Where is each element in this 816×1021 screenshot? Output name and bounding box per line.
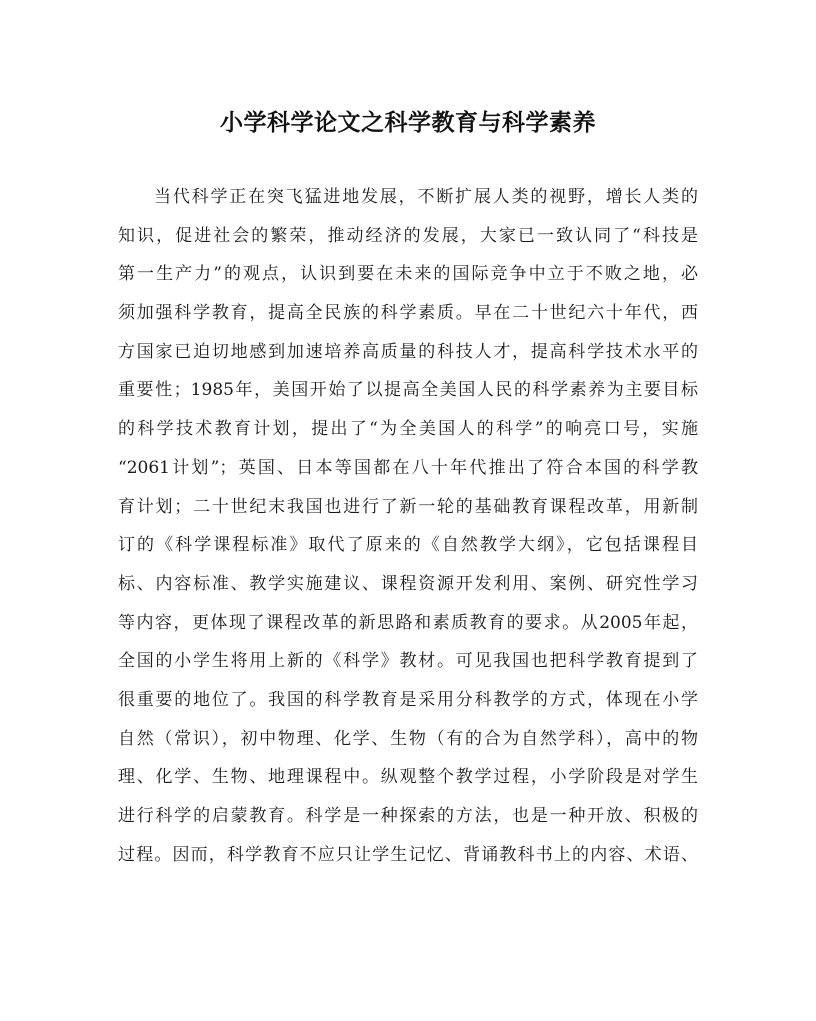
text-line: 订的《科学课程标准》取代了原来的《自然教学大纲》，它包括课程目 xyxy=(118,535,698,556)
text-line: 须加强科学教育，提高全民族的科学素质。早在二十世纪六十年代，西 xyxy=(118,303,698,324)
text-line: 方国家已迫切地感到加速培养高质量的科技人才，提高科学技术水平的 xyxy=(118,341,698,362)
document-title: 小学科学论文之科学教育与科学素养 xyxy=(220,109,596,136)
text-line: 的科学技术教育计划，提出了“为全美国人的科学”的响亮口号，实施 xyxy=(118,419,698,440)
text-line: 进行科学的启蒙教育。科学是一种探索的方法，也是一种开放、积极的 xyxy=(118,806,698,826)
text-line: 重要性；1985年，美国开始了以提高全美国人民的科学素养为主要目标 xyxy=(118,380,698,401)
text-line: 育计划；二十世纪末我国也进行了新一轮的基础教育课程改革，用新制 xyxy=(118,496,698,517)
text-line: 自然（常识），初中物理、化学、生物（有的合为自然学科），高中的物 xyxy=(118,728,698,749)
text-line: 第一生产力”的观点，认识到要在未来的国际竞争中立于不败之地，必 xyxy=(118,264,698,285)
text-line: 理、化学、生物、地理课程中。纵观整个教学过程，小学阶段是对学生 xyxy=(118,767,698,788)
text-line: 当代科学正在突飞猛进地发展，不断扩展人类的视野，增长人类的 xyxy=(154,187,698,207)
text-line: 过程。因而，科学教育不应只让学生记忆、背诵教科书上的内容、术语、 xyxy=(118,844,698,865)
text-line: 知识，促进社会的繁荣，推动经济的发展，大家已一致认同了“科技是 xyxy=(118,225,698,246)
text-line: 等内容，更体现了课程改革的新思路和素质教育的要求。从2005年起， xyxy=(118,612,698,633)
text-line: 很重要的地位了。我国的科学教育是采用分科教学的方式，体现在小学 xyxy=(118,689,698,710)
text-line: “2061计划”；英国、日本等国都在八十年代推出了符合本国的科学教 xyxy=(118,457,698,478)
text-line: 全国的小学生将用上新的《科学》教材。可见我国也把科学教育提到了 xyxy=(118,651,698,672)
body-paragraph xyxy=(118,178,698,874)
text-line: 标、内容标准、教学实施建议、课程资源开发利用、案例、研究性学习 xyxy=(118,573,698,594)
